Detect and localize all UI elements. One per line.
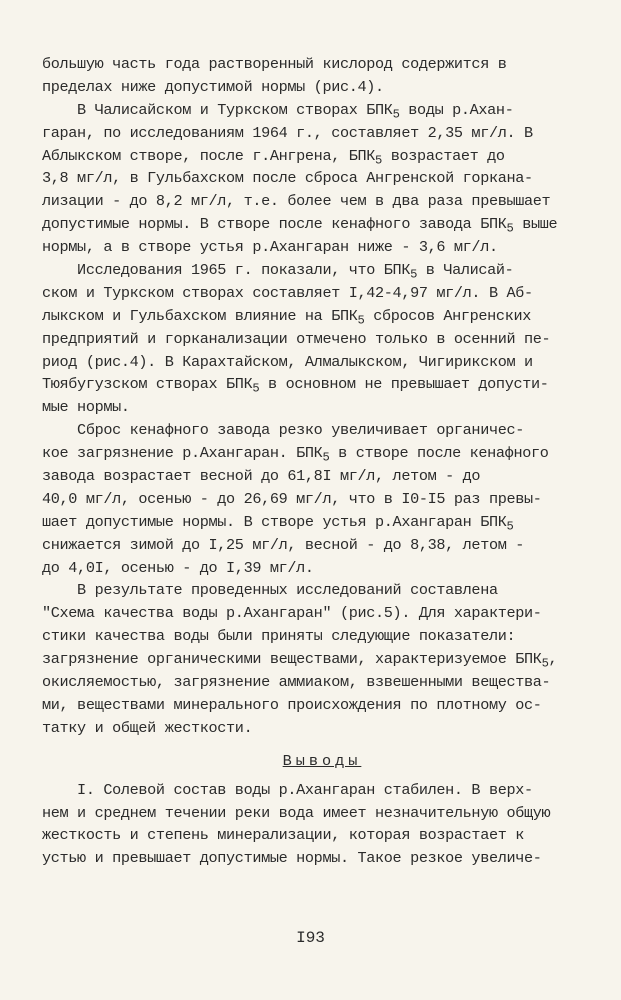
text-line: до 4,0I, осенью - до I,39 мг/л. bbox=[42, 558, 314, 577]
text-line: мые нормы. bbox=[42, 398, 130, 417]
text-line: снижается зимой до I,25 мг/л, весной - до 8,38, летом - bbox=[42, 535, 525, 554]
text-line: стики качества воды были приняты следующие показатели: bbox=[42, 627, 516, 646]
text-line: Исследования 1965 г. показали, что $БПК_5$ в Чалисай- bbox=[42, 261, 514, 282]
text-line: шает допустимые нормы. В створе устья р.Ахангаран $БПК_5$ bbox=[42, 512, 514, 534]
text-line: Сброс кенафного завода резко увеличивает органичес- bbox=[42, 421, 525, 440]
text-line: В Чалисайском и Туркском створах $БПК_5$ воды р.Ахан- bbox=[42, 100, 514, 122]
text-line: ми, веществами минерального происхождения по плотному ос- bbox=[42, 695, 542, 714]
text-line: риод (рис.4). В Карахтайском, Алмалыкском, Чигирикском и bbox=[42, 352, 533, 371]
body-text bbox=[42, 53, 602, 740]
text-line: 3,8 мг/л, в Гульбахском после сброса Ангренской горкана- bbox=[42, 169, 533, 188]
conclusions-text bbox=[42, 779, 602, 871]
text-line: допустимые нормы. В створе после кенафного завода $БПК_5$ выше bbox=[42, 215, 558, 236]
text-block bbox=[42, 53, 602, 870]
text-line: татку и общей жесткости. bbox=[42, 718, 253, 737]
text-line: 40,0 мг/л, осенью - до 26,69 мг/л, что в I0-I5 раз превы- bbox=[42, 489, 542, 508]
text-line: пределах ниже допустимой нормы (рис.4). bbox=[42, 77, 384, 96]
text-line: кое загрязнение р.Ахангаран. $БПК_5$ в створе после кенафного bbox=[42, 444, 549, 465]
text-line: нем и среднем течении реки вода имеет незначительную общую bbox=[42, 803, 551, 822]
text-line: жесткость и степень минерализации, которая возрастает к bbox=[42, 826, 525, 845]
text-line: окисляемостью, загрязнение аммиаком, взвешенными вещества- bbox=[42, 673, 551, 692]
text-line: гаран, по исследованиям 1964 г., составляет 2,35 мг/л. В bbox=[42, 123, 533, 142]
text-line: I. Солевой состав воды р.Ахангаран стабилен. В верх- bbox=[42, 780, 533, 799]
text-line: большую часть года растворенный кислород содержится в bbox=[42, 55, 507, 73]
text-line: нормы, а в створе устья р.Ахангаран ниже - 3,6 мг/л. bbox=[42, 238, 498, 257]
text-line: лыкском и Гульбахском влияние на $БПК_5$ сбросов Ангренских bbox=[42, 306, 531, 328]
text-line: ском и Туркском створах составляет I,42-4,97 мг/л. В Аб- bbox=[42, 283, 533, 302]
text-line: лизации - до 8,2 мг/л, т.е. более чем в два раза превышает bbox=[42, 192, 551, 211]
text-line: Тюябугузском створах $БПК_5$ в основном не превышает допусти- bbox=[42, 375, 549, 397]
text-line: предприятий и горканализации отмечено только в осенний пе- bbox=[42, 329, 551, 348]
text-line: Аблыкском створе, после г.Ангрена, $БПК_5$ возрастает до bbox=[42, 146, 505, 168]
section-heading: Выводы bbox=[282, 751, 362, 770]
text-line: загрязнение органическими веществами, характеризуемое $БПК_5$, bbox=[42, 650, 558, 671]
text-line: завода возрастает весной до 61,8I мг/л, летом - до bbox=[42, 467, 481, 486]
page-number: I93 bbox=[296, 929, 325, 947]
text-line: "Схема качества воды р.Ахангаран" (рис.5). Для характери- bbox=[42, 604, 542, 623]
text-line: В результате проведенных исследований составлена bbox=[42, 581, 498, 600]
text-line: устью и превышает допустимые нормы. Такое резкое увеличе- bbox=[42, 849, 542, 868]
